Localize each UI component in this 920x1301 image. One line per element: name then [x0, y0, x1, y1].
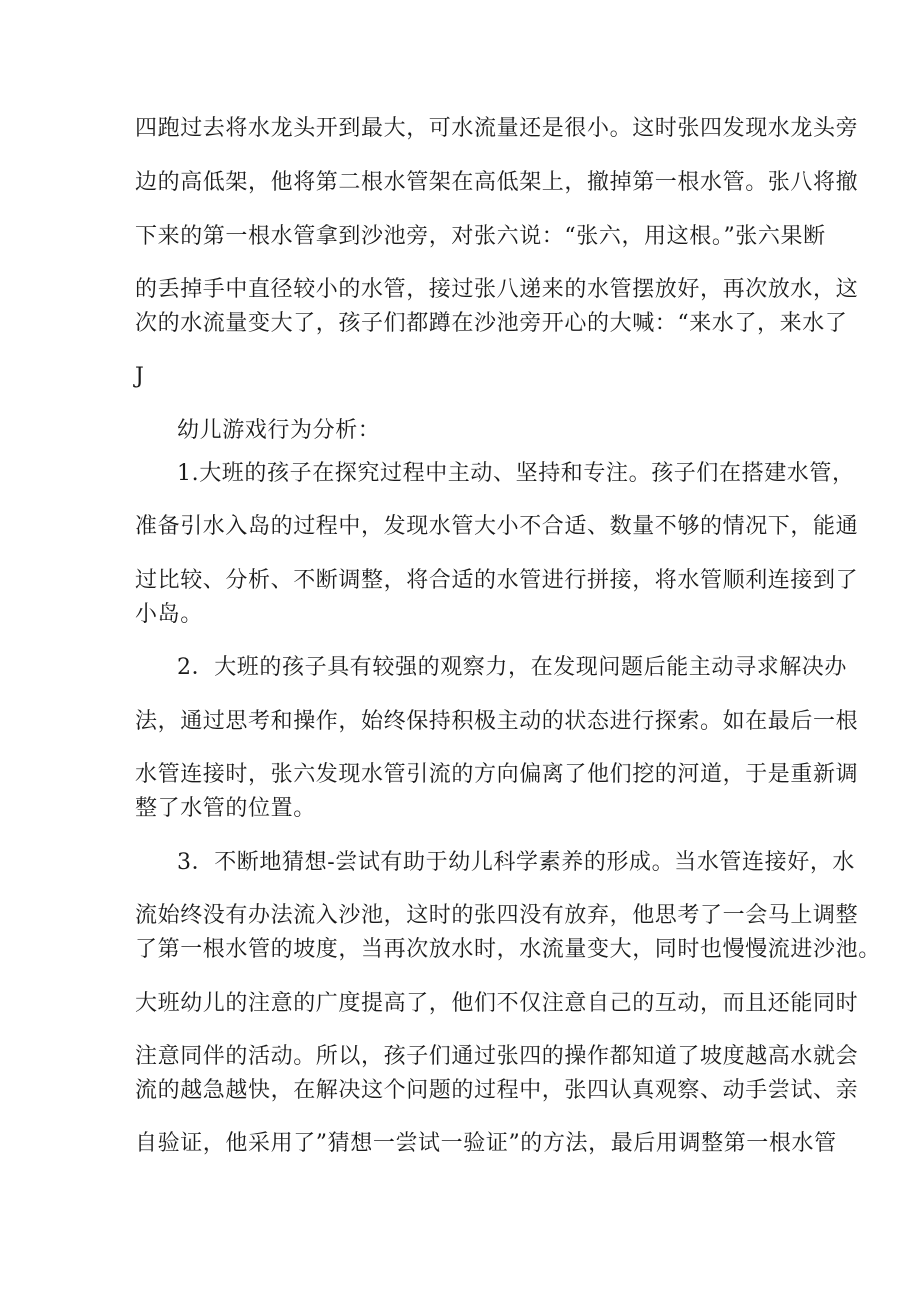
section-heading: 幼儿游戏行为分析：: [177, 418, 381, 443]
paragraph-2-line-2: 准备引水入岛的过程中，发现水管大小不合适、数量不够的情况下，能通: [135, 514, 859, 539]
paragraph-1-line-4: 的丢掉手中直径较小的水管，接过张八递来的水管摆放好，再次放水，这: [135, 277, 859, 302]
paragraph-4-line-3: 了第一根水管的坡度，当再次放水时，水流量变大，同时也慢慢流进沙池。: [135, 937, 881, 962]
paragraph-1-line-1: 四跑过去将水龙头开到最大，可水流量还是很小。这时张四发现水龙头旁: [135, 116, 859, 141]
paragraph-3-line-1: 2．大班的孩子具有较强的观察力，在发现问题后能主动寻求解决办: [177, 655, 847, 680]
paragraph-4-line-1: 3．不断地猜想-尝试有助于幼儿科学素养的形成。当水管连接好，水: [177, 850, 856, 875]
paragraph-4-line-2: 流始终没有办法流入沙池，这时的张四没有放弃，他思考了一会马上调整: [135, 903, 859, 928]
paragraph-4-line-7: 自验证，他采用了”猜想一尝试一验证”的方法，最后用调整第一根水管: [135, 1131, 837, 1156]
paragraph-1-line-2: 边的高低架，他将第二根水管架在高低架上，撤掉第一根水管。张八将撤: [135, 170, 859, 195]
paragraph-4-line-4: 大班幼儿的注意的广度提高了，他们不仅注意自己的互动，而且还能同时: [135, 991, 859, 1016]
paragraph-1-line-5: 次的水流量变大了，孩子们都蹲在沙池旁开心的大喊：“来水了，来水了: [135, 311, 848, 336]
paragraph-2-line-1: 1.大班的孩子在探究过程中主动、坚持和专注。孩子们在搭建水管，: [177, 461, 855, 486]
paragraph-2-line-3: 过比较、分析、不断调整，将合适的水管进行拼接，将水管顺利连接到了: [135, 568, 859, 593]
paragraph-3-line-2: 法，通过思考和操作，始终保持积极主动的状态进行探索。如在最后一根: [135, 709, 859, 734]
paragraph-1-line-3: 下来的第一根水管拿到沙池旁，对张六说：“张六，用这根。”张六果断: [135, 224, 826, 249]
paragraph-2-line-4: 小岛。: [135, 602, 203, 627]
paragraph-1-line-6: J: [135, 364, 145, 389]
paragraph-4-line-5: 注意同伴的活动。所以，孩子们通过张四的操作都知道了坡度越高水就会: [135, 1044, 859, 1069]
paragraph-3-line-3: 水管连接时，张六发现水管引流的方向偏离了他们挖的河道，于是重新调: [135, 762, 859, 787]
paragraph-4-line-6: 流的越急越快，在解决这个问题的过程中，张四认真观察、动手尝试、亲: [135, 1078, 859, 1103]
paragraph-3-line-4: 整了水管的位置。: [135, 796, 316, 821]
